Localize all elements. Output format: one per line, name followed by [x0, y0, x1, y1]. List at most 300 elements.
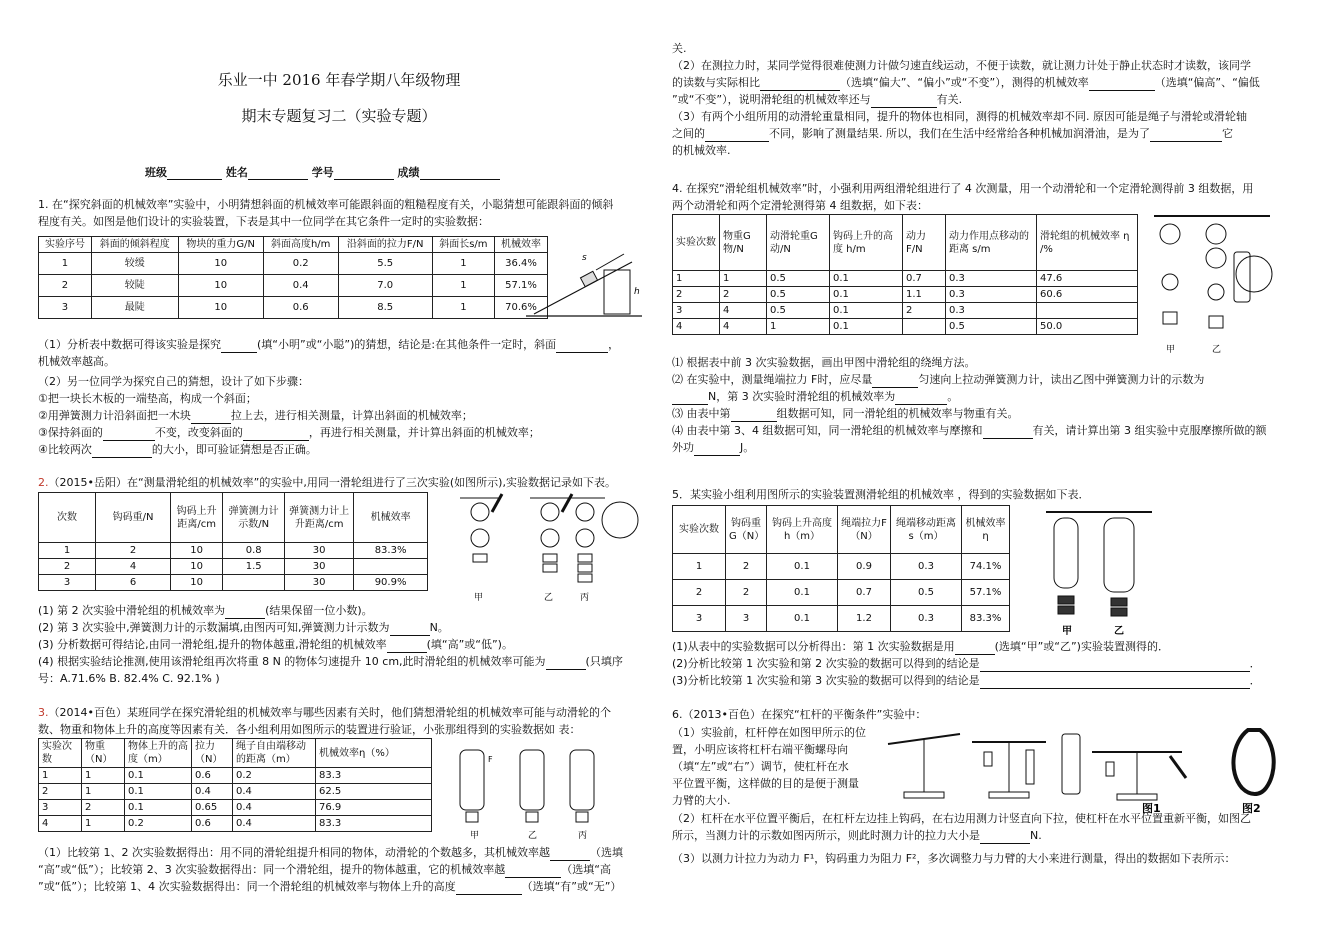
table-header: 物重（N）	[82, 739, 125, 768]
q2-answers	[38, 602, 650, 687]
q4-a4a: ⑷ 由表中第 3、4 组数据可知，同一滑轮组的机械效率与摩擦和	[672, 424, 983, 437]
hook-weight	[984, 752, 992, 766]
spring-scale	[1026, 750, 1034, 784]
table-cell: 1	[432, 275, 494, 297]
table-cell: 10	[171, 559, 223, 575]
table-cell: 0.5	[767, 303, 830, 319]
table-header: 绳端移动距离s（m）	[891, 506, 962, 554]
pulley-block	[1054, 518, 1078, 588]
table-cell: 2	[903, 303, 946, 319]
moving-pulley	[471, 529, 489, 547]
table-cell: 30	[285, 543, 354, 559]
table-row	[673, 287, 1138, 303]
q5-a1b: (选填“甲”或“乙”)实验装置测得的．	[994, 640, 1169, 653]
table-cell: 3	[39, 297, 92, 319]
q2-table	[38, 492, 428, 591]
label-jia: 甲	[474, 593, 484, 603]
blank[interactable]	[694, 443, 740, 456]
table-cell: 0.1	[125, 784, 192, 800]
table-cell: 57.1%	[495, 275, 548, 297]
table-cell	[354, 559, 428, 575]
q4-a2d: 。	[947, 390, 959, 403]
subtitle-wrap	[30, 108, 648, 125]
table-header: 绳子自由端移动的距离（m）	[233, 739, 316, 768]
table-row	[39, 575, 428, 591]
fixed-pulley	[1160, 224, 1180, 244]
q3-a1c: “高”或“低”）；比较第 2、3 次实验数据得出：同一个滑轮组，提升的物体越重，它的机械效率越	[38, 863, 506, 876]
blank[interactable]	[92, 445, 152, 458]
q5-a1a: (1)从表中的实验数据可以分析得出：第 1 次实验数据是用	[672, 640, 955, 653]
table-cell: 0.3	[946, 271, 1037, 287]
blank[interactable]	[191, 411, 231, 424]
q4-a3a: ⑶ 由表中第	[672, 407, 731, 420]
table-cell: 2	[726, 580, 767, 606]
table-header: 钩码上升距离/cm	[171, 493, 223, 543]
q4-a2b: 匀速向上拉动弹簧测力计，读出乙图中弹簧测力计的示数为	[918, 373, 1205, 386]
blank[interactable]	[980, 659, 1250, 672]
table-cell	[903, 319, 946, 335]
table-header: 弹簧测力计示数/N	[223, 493, 285, 543]
table-cell: 0.4	[233, 800, 316, 816]
table-header: 钩码上升的高度 h/m	[830, 215, 903, 271]
q3-cont-t4: （3）有两个小组所用的动滑轮重量相同，提升的物体也相同，测得的机械效率却不同. 原因可能是绳子与滑轮或滑轮轴	[672, 110, 1247, 123]
q5-a2e: ．	[1249, 657, 1261, 670]
blank[interactable]	[225, 606, 265, 619]
q4-a4d: J。	[740, 441, 755, 454]
q3-a1d: （选填“高	[561, 863, 611, 876]
q3-cont-t6: 的机械效率.	[672, 144, 731, 157]
blank[interactable]	[980, 831, 1030, 844]
table-cell: 0.1	[767, 580, 838, 606]
table-cell: 最陡	[91, 297, 178, 319]
q1-s4a: ④比较两次	[38, 443, 92, 456]
table-cell: 36.4%	[495, 253, 548, 275]
q6-a1a: （1）实验前，杠杆停在如图甲所示的位	[672, 726, 866, 739]
table-cell: 较陡	[91, 275, 178, 297]
table-cell: 60.6	[1037, 287, 1138, 303]
fixed-pulley	[576, 503, 594, 521]
q5-answers	[672, 638, 1292, 689]
table-header: 动力F/N	[903, 215, 946, 271]
table-cell: 0.3	[891, 606, 962, 632]
q3-a1e: ”或“低”）；比较第 1、4 次实验数据得出：同一个滑轮组的机械效率与物体上升的高度	[38, 880, 456, 893]
pulley-block	[520, 750, 544, 810]
header	[30, 72, 648, 89]
q1-a2: （2）另一位同学为探究自己的猜想，设计了如下步骤：	[38, 375, 309, 388]
q2-number: 2.	[38, 476, 49, 489]
table-cell: 0.8	[223, 543, 285, 559]
table-header: 沿斜面的拉力F/N	[338, 237, 432, 253]
fixed-pulley	[1206, 224, 1226, 244]
table-cell: 1	[767, 319, 830, 335]
table-header: 钩码重G（N）	[726, 506, 767, 554]
q6-a1e: 力臂的大小.	[672, 794, 731, 807]
q6-intro: 6.（2013•百色）在探究“杠杆的平衡条件”实验中：	[672, 708, 927, 721]
table-cell: 0.7	[838, 580, 891, 606]
field-class: 班级	[145, 166, 167, 179]
table-cell: 3	[726, 606, 767, 632]
q2-a2b: N。	[429, 621, 449, 634]
blank[interactable]	[1089, 78, 1155, 91]
table-header: 物重G物/N	[720, 215, 767, 271]
table-header: 机械效率η	[962, 506, 1010, 554]
blank[interactable]	[546, 657, 586, 670]
table-cell: 7.0	[338, 275, 432, 297]
table-cell: 10	[178, 275, 263, 297]
table-cell: 2	[39, 275, 92, 297]
blank[interactable]	[955, 642, 995, 655]
table-cell: 1	[39, 543, 96, 559]
q3-cont-t5b: 不同，影响了测量结果. 所以，我们在生活中经常给各种机械加润滑油，是为了	[769, 127, 1150, 140]
table-row	[673, 319, 1138, 335]
fixed-pulley	[471, 503, 489, 521]
field-name: 姓名	[225, 166, 248, 179]
table-header: 物块的重力G/N	[178, 237, 263, 253]
blank[interactable]	[420, 167, 500, 180]
lever-base	[1117, 794, 1157, 800]
table-cell: 0.2	[125, 816, 192, 832]
q6-a1c: （填“左”或“右”）调节，使杠杆在水	[672, 760, 849, 773]
table-row	[39, 543, 428, 559]
blank[interactable]	[983, 426, 1033, 439]
weight	[1209, 316, 1223, 328]
q1-s3a: ③保持斜面的	[38, 426, 103, 439]
table-cell: 0.2	[233, 768, 316, 784]
table-header: 动滑轮重G动/N	[767, 215, 830, 271]
lever-base	[904, 792, 944, 798]
table-cell: 10	[178, 253, 263, 275]
table-cell: 8.5	[338, 297, 432, 319]
table-cell: 0.1	[125, 800, 192, 816]
table-cell: 0.4	[263, 275, 338, 297]
pulley-block	[1104, 518, 1134, 592]
table-header: 实验次数	[673, 215, 720, 271]
pulley-block	[570, 750, 594, 810]
table-row	[39, 768, 432, 784]
q4-a4c: 外功	[672, 441, 694, 454]
q6-a2c: N.	[1030, 829, 1042, 842]
q2-a4c: 号：A.71.6% B. 82.4% C. 92.1% )	[38, 672, 220, 685]
table-cell: 0.6	[192, 768, 233, 784]
table-row	[39, 784, 432, 800]
q3-table	[38, 738, 432, 832]
table-cell: 4	[39, 816, 82, 832]
q3-cont-t5a: 之间的	[672, 127, 705, 140]
table-cell: 90.9%	[354, 575, 428, 591]
table-cell: 0.4	[233, 816, 316, 832]
q6-part2	[672, 810, 1292, 867]
table-cell: 较缓	[91, 253, 178, 275]
table-cell: 57.1%	[962, 580, 1010, 606]
q2-intro: （2015•岳阳）在“测量滑轮组的机械效率”的实验中,用同一滑轮组进行了三次实验(如图所示),实验数据记录如下表。	[48, 476, 616, 489]
table-row	[673, 554, 1010, 580]
table-cell: 30	[285, 575, 354, 591]
table-cell: 0.7	[903, 271, 946, 287]
q3-cont-t2b: （选填“偏大”、“偏小”或“不变”），测得的机械效率	[840, 76, 1089, 89]
q3-cont-t1: （2）在测拉力时，某同学觉得很难使测力计做匀速直线运动，不便于读数，就让测力计处于静止状态时才读数，该同学	[672, 59, 1251, 72]
q3-pulley-figures	[440, 740, 640, 842]
student-info	[145, 164, 625, 180]
table-row	[39, 275, 548, 297]
q1-a1: （1）分析表中数据可得该实验是探究	[38, 338, 221, 351]
table-cell: 47.6	[1037, 271, 1138, 287]
figure2-label: 图2	[1242, 802, 1261, 814]
table-cell: 0.5	[891, 580, 962, 606]
q4-table	[672, 214, 1138, 335]
table-cell: 1	[673, 271, 720, 287]
blank[interactable]	[895, 392, 947, 405]
question-5	[672, 486, 1292, 503]
blank[interactable]	[103, 428, 155, 441]
table-header: 滑轮组的机械效率 η /%	[1037, 215, 1138, 271]
page-subtitle: 期末专题复习二（实验专题）	[241, 107, 437, 125]
blank[interactable]	[505, 865, 561, 878]
force-label: F	[488, 755, 493, 764]
q6-a2a: （2）杠杆在水平位置平衡后，在杠杆左边挂上钩码，在右边用测力计竖直向下拉，使杠杆在水平位置重新平衡，如图乙	[672, 812, 1251, 825]
incline-diagram	[524, 240, 644, 322]
table-cell: 0.4	[192, 784, 233, 800]
table-cell: 2	[673, 580, 726, 606]
table-header: 弹簧测力计上升距离/cm	[285, 493, 354, 543]
label-jia: 甲	[1062, 626, 1072, 637]
table-cell: 0.4	[233, 784, 316, 800]
q2-a1b: (结果保留一位小数)。	[265, 604, 373, 617]
table-header: 钩码重/N	[96, 493, 171, 543]
question-4	[672, 180, 1292, 214]
spring-scale-zoom	[1062, 734, 1080, 794]
q2-a4b: (只填序	[585, 655, 623, 668]
q4-intro: 4. 在探究“滑轮组机械效率”时，小强利用两组滑轮组进行了 4 次测量，用一个动滑轮和一个定滑轮测得前 3 组数据，用	[672, 182, 1254, 195]
q1-s2b: 拉上去，进行相关测量，计算出斜面的机械效率；	[230, 409, 473, 422]
weight	[578, 554, 592, 562]
q5-a3: (3)分析比较第 1 次实验和第 3 次实验的数据可以得到的结论是	[672, 674, 980, 687]
table-cell: 10	[171, 575, 223, 591]
blank[interactable]	[760, 78, 840, 91]
table-cell: 10	[178, 297, 263, 319]
fixed-pulley	[1206, 248, 1226, 268]
table-cell: 0.1	[830, 287, 903, 303]
table-cell	[1037, 303, 1138, 319]
q6-part1	[672, 724, 887, 809]
table-cell: 76.9	[316, 800, 432, 816]
blank[interactable]	[387, 640, 427, 653]
weight	[473, 554, 487, 562]
q4-a2c: N，第 3 次实验时滑轮组的机械效率为	[708, 390, 896, 403]
table-row	[39, 800, 432, 816]
blank[interactable]	[550, 848, 590, 861]
q5-pulley-figures	[1042, 508, 1162, 640]
scale-zoom	[602, 502, 638, 538]
table-cell: 0.9	[838, 554, 891, 580]
q4-a1: ⑴ 根据表中前 3 次实验数据，画出甲图中滑轮组的绕绳方法。	[672, 356, 976, 369]
label-yi: 乙	[1114, 626, 1124, 637]
weight	[1111, 608, 1127, 616]
scale-zoom	[1236, 256, 1272, 292]
q4-pulley-figures	[1150, 212, 1280, 358]
page-title: 乐业一中 2016 年春学期八年级物理	[217, 71, 461, 89]
blank[interactable]	[872, 375, 918, 388]
table-cell: 10	[171, 543, 223, 559]
table-row	[673, 580, 1010, 606]
blank[interactable]	[390, 623, 430, 636]
question-2	[38, 474, 650, 491]
q2-a2a: (2) 第 3 次实验中,弹簧测力计的示数漏填,由图丙可知,弹簧测力计示数为	[38, 621, 390, 634]
q3-cont-t0: 关.	[672, 42, 687, 55]
moving-pulley	[576, 529, 594, 547]
blank[interactable]	[556, 340, 608, 353]
fixed-pulley	[541, 503, 559, 521]
blank[interactable]	[705, 129, 769, 142]
q1-intro: 程度有关。如图是他们设计的实验装置，下表是其中一位同学在其它条件一定时的实验数据：	[38, 215, 489, 228]
q3-cont-t3b: 有关.	[936, 93, 963, 106]
table-cell: 0.1	[767, 554, 838, 580]
table-header: 绳端拉力F（N）	[838, 506, 891, 554]
table-cell: 1.1	[903, 287, 946, 303]
q1-a1d: 机械效率越高。	[38, 355, 115, 368]
table-header: 实验次数	[673, 506, 726, 554]
table-cell: 2	[96, 543, 171, 559]
support-block	[604, 270, 630, 314]
table-header: 实验次数	[39, 739, 82, 768]
blank[interactable]	[871, 95, 937, 108]
table-cell: 1.2	[838, 606, 891, 632]
table-cell: 1	[673, 554, 726, 580]
lever-base	[989, 792, 1029, 798]
blank[interactable]	[1150, 129, 1222, 142]
table-cell: 4	[720, 319, 767, 335]
table-cell: 30	[285, 559, 354, 575]
q4-a3b: 组数据可知，同一滑轮组的机械效率与物重有关。	[776, 407, 1019, 420]
q4-intro: 两个动滑轮和两个定滑轮测得第 4 组数据，如下表：	[672, 199, 928, 212]
table-cell: 0.5	[946, 319, 1037, 335]
weight	[1111, 598, 1127, 606]
table-cell: 6	[96, 575, 171, 591]
table-cell: 1	[39, 768, 82, 784]
q4-a2a: ⑵ 在实验中，测量绳端拉力 F时，应尽量	[672, 373, 873, 386]
question-6	[672, 706, 1292, 723]
table-cell: 3	[39, 575, 96, 591]
q6-a1d: 平位置平衡，这样做的目的是便于测量	[672, 777, 859, 790]
pulley-block	[460, 750, 484, 810]
q4-a4b: 有关，请计算出第 3 组实验中克服摩擦所做的额	[1032, 424, 1267, 437]
table-cell: 74.1%	[962, 554, 1010, 580]
table-cell: 0.1	[767, 606, 838, 632]
table-row	[39, 559, 428, 575]
q3-a1a: （1）比较第 1、2 次实验数据得出：用不同的滑轮组提升相同的物体，动滑轮的个数越多，其机械效率越	[38, 846, 550, 859]
q1-table	[38, 236, 548, 319]
table-header: 实验序号	[39, 237, 92, 253]
q3-continued	[672, 40, 1292, 159]
blank[interactable]	[980, 676, 1250, 689]
q1-s3b: 不变，改变斜面的	[154, 426, 243, 439]
moving-pulley	[1208, 284, 1224, 300]
pliers-shape	[1233, 730, 1273, 794]
q3-a1b: （选填	[590, 846, 623, 859]
table-row	[39, 816, 432, 832]
q2-pulley-figures	[440, 492, 640, 604]
table-header: 机械效率	[495, 237, 548, 253]
label-h: h	[634, 287, 640, 297]
q3-cont-t5c: 它	[1222, 127, 1233, 140]
table-cell: 1	[82, 768, 125, 784]
blank[interactable]	[672, 392, 708, 405]
weight	[1058, 596, 1074, 604]
spring-scale	[596, 254, 624, 270]
label-yi: 乙	[528, 831, 538, 841]
table-cell: 0.3	[891, 554, 962, 580]
blank[interactable]	[456, 882, 522, 895]
field-score: 成绩	[397, 166, 420, 179]
label-s: s	[582, 253, 587, 263]
weight	[543, 564, 557, 572]
table-cell: 4	[673, 319, 720, 335]
table-cell: 0.3	[946, 287, 1037, 303]
table-cell: 4	[720, 303, 767, 319]
spring-scale	[492, 494, 502, 512]
table-row	[673, 606, 1010, 632]
q6-lever-figures	[886, 722, 1286, 814]
table-cell: 0.5	[767, 287, 830, 303]
blank[interactable]	[334, 167, 394, 180]
blank[interactable]	[243, 428, 309, 441]
weight	[578, 564, 592, 572]
table-cell: 1	[82, 784, 125, 800]
q5-table	[672, 505, 1010, 632]
blank[interactable]	[731, 409, 777, 422]
table-cell: 2	[673, 287, 720, 303]
table-cell: 0.5	[767, 271, 830, 287]
blank[interactable]	[248, 167, 308, 180]
table-header: 动力作用点移动的距离 s/m	[946, 215, 1037, 271]
q2-a1a: (1) 第 2 次实验中滑轮组的机械效率为	[38, 604, 226, 617]
q5-a2: (2)分析比较第 1 次实验和第 2 次实验的数据可以得到的结论是	[672, 657, 980, 670]
spring-scale	[1170, 756, 1186, 778]
table-cell: 2	[39, 559, 96, 575]
q4-answers	[672, 354, 1292, 456]
blank[interactable]	[167, 167, 222, 180]
table-header: 物体上升的高度（m）	[125, 739, 192, 768]
q3-cont-t2a: 的读数与实际相比	[672, 76, 760, 89]
field-id: 学号	[311, 166, 334, 179]
weight	[543, 554, 557, 562]
q2-a4a: (4) 根据实验结论推测,使用该滑轮组再次将重 8 N 的物体匀速提升 10 cm,此时滑轮组的机械效率可能为	[38, 655, 546, 668]
table-cell: 0.1	[125, 768, 192, 784]
label-jia: 甲	[470, 831, 480, 841]
table-cell: 0.6	[192, 816, 233, 832]
table-cell: 3	[673, 606, 726, 632]
table-cell: 0.1	[830, 319, 903, 335]
moving-pulley	[541, 529, 559, 547]
table-cell: 5.5	[338, 253, 432, 275]
q5-intro: 5．某实验小组利用图所示的实验装置测滑轮组的机械效率 ，得到的实验数据如下表．	[672, 488, 1090, 501]
question-3	[38, 704, 650, 738]
table-row	[39, 253, 548, 275]
hook-weight	[1106, 762, 1114, 776]
q3-a1f: （选填“有”或“无”）	[521, 880, 622, 893]
q3-answers	[38, 844, 656, 895]
q1-s3c: ，再进行相关测量，并计算出斜面的机械效率；	[308, 426, 540, 439]
table-header: 斜面的倾斜程度	[91, 237, 178, 253]
blank[interactable]	[221, 340, 257, 353]
q1-a1c: ，	[608, 338, 620, 351]
q2-a3b: (填“高”或“低”)。	[426, 638, 513, 651]
table-cell: 0.65	[192, 800, 233, 816]
table-header: 机械效率η（%）	[316, 739, 432, 768]
table-cell: 1	[432, 253, 494, 275]
table-cell: 0.6	[263, 297, 338, 319]
q6-a2b: 所示，当测力计的示数如图丙所示，则此时测力计的拉力大小是	[672, 829, 980, 842]
q1-intro: 1. 在“探究斜面的机械效率”实验中，小明猜想斜面的机械效率可能跟斜面的粗糙程度有关，小聪猜想可能跟斜面的倾斜	[38, 198, 614, 211]
